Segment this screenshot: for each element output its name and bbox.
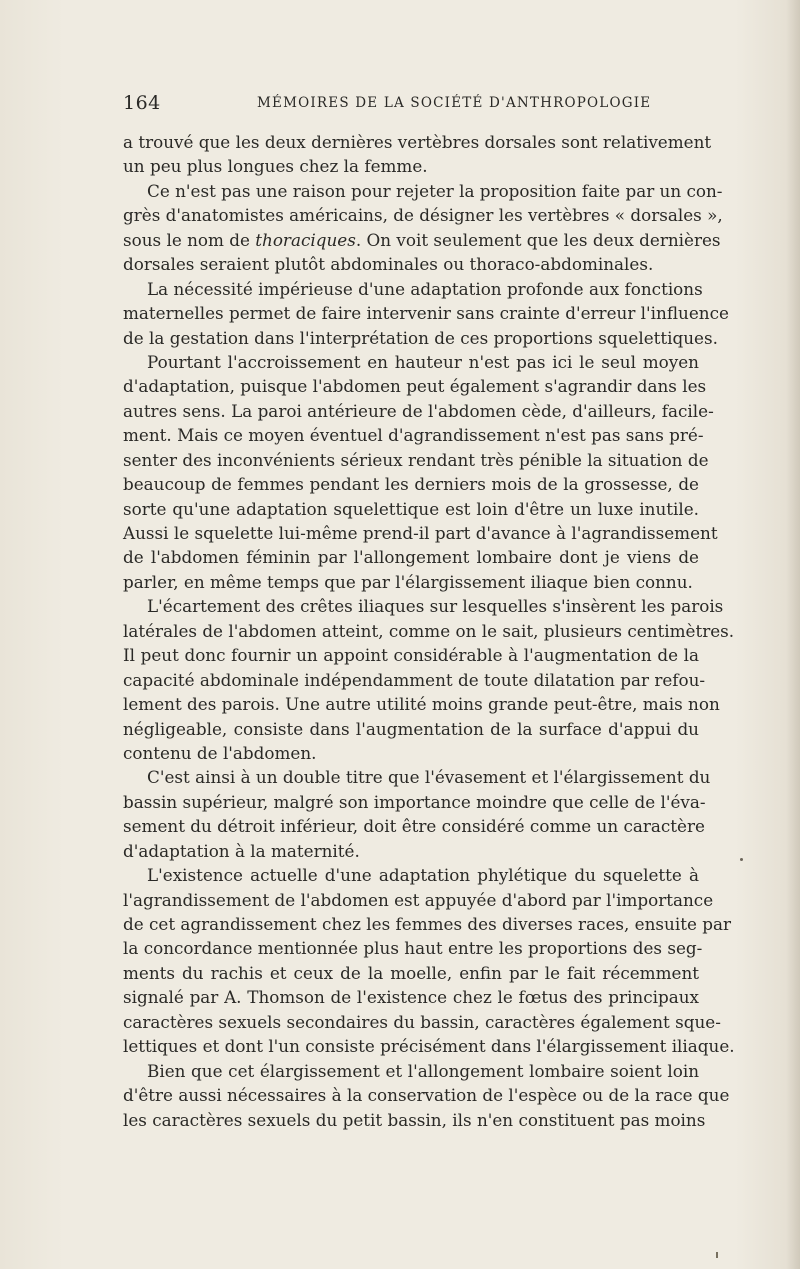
text-line: ments du rachis et ceux de la moelle, enfin par le fait récemment — [123, 962, 699, 983]
page-edge-shadow — [786, 0, 800, 1269]
text-line: d'adaptation à la maternité. — [123, 840, 360, 861]
text-line: lettiques et dont l'un consiste précisément dans l'élargissement iliaque. — [123, 1036, 735, 1057]
text-line: Bien que cet élargissement et l'allongement lombaire soient loin — [147, 1060, 699, 1081]
text-line: lement des parois. Une autre utilité moins grande peut-être, mais non — [123, 694, 720, 715]
text-line: capacité abdominale indépendamment de toute dilatation par refou- — [123, 669, 706, 690]
text-line: maternelles permet de faire intervenir sans crainte d'erreur l'influence — [123, 303, 729, 324]
text-line: grès d'anatomistes américains, de désigner les vertèbres « dorsales », — [123, 205, 723, 226]
text-line: de cet agrandissement chez les femmes des diverses races, ensuite par — [123, 914, 731, 934]
page-number: 164 — [123, 92, 161, 114]
text-line: sorte qu'une adaptation squelettique est loin d'être un luxe inutile. — [123, 498, 699, 519]
text-line: sement du détroit inférieur, doit être considéré comme un caractère — [123, 816, 705, 837]
ink-speck — [740, 858, 743, 861]
text-line: a trouvé que les deux dernières vertèbres dorsales sont relativement — [123, 132, 712, 152]
text-line: parler, en même temps que par l'élargissement iliaque bien connu. — [123, 571, 693, 592]
text-line: d'être aussi nécessaires à la conservation de l'espèce ou de la race que — [123, 1085, 730, 1106]
text-line: de l'abdomen féminin par l'allongement lombaire dont je viens de — [123, 547, 699, 568]
text-line: signalé par A. Thomson de l'existence chez le fœtus des principaux — [123, 987, 699, 1008]
text-line: latérales de l'abdomen atteint, comme on le sait, plusieurs centimètres. — [123, 620, 735, 641]
text-line: dorsales seraient plutôt abdominales ou thoraco-abdominales. — [123, 254, 654, 275]
text-line: Ce n'est pas une raison pour rejeter la proposition faite par un con- — [147, 180, 723, 201]
ink-mark — [716, 1252, 718, 1258]
running-title: MÉMOIRES DE LA SOCIÉTÉ D'ANTHROPOLOGIE — [257, 95, 652, 111]
text-line: beaucoup de femmes pendant les derniers mois de la grossesse, de — [123, 474, 699, 495]
text-line: La nécessité impérieuse d'une adaptation profonde aux fonctions — [147, 278, 703, 299]
text-line: ment. Mais ce moyen éventuel d'agrandissement n'est pas sans pré- — [123, 425, 704, 446]
text-line: l'agrandissement de l'abdomen est appuyée d'abord par l'importance — [123, 889, 714, 910]
text-line: de la gestation dans l'interprétation de ces proportions squelettiques. — [123, 327, 718, 348]
text-line: bassin supérieur, malgré son importance moindre que celle de l'éva- — [123, 791, 706, 812]
text-line: L'écartement des crêtes iliaques sur lesquelles s'insèrent les parois — [147, 596, 724, 617]
body-text — [123, 130, 735, 1132]
text-line: senter des inconvénients sérieux rendant très pénible la situation de — [123, 449, 709, 470]
text-line: L'existence actuelle d'une adaptation phylétique du squelette à — [147, 865, 699, 886]
text-line: les caractères sexuels du petit bassin, ils n'en constituent pas moins — [123, 1109, 706, 1130]
text-line: Aussi le squelette lui-même prend-il part d'avance à l'agrandissement — [123, 523, 718, 543]
text-line: autres sens. La paroi antérieure de l'abdomen cède, d'ailleurs, facile- — [123, 400, 714, 421]
text-line: la concordance mentionnée plus haut entre les proportions des seg- — [123, 938, 703, 959]
text-line: sous le nom de thoraciques. On voit seulement que les deux dernières — [123, 229, 721, 250]
text-line: d'adaptation, puisque l'abdomen peut également s'agrandir dans les — [123, 376, 707, 397]
text-line: Pourtant l'accroissement en hauteur n'est pas ici le seul moyen — [147, 351, 699, 372]
text-line: caractères sexuels secondaires du bassin, caractères également sque- — [123, 1011, 721, 1032]
text-line: un peu plus longues chez la femme. — [123, 156, 428, 177]
text-line: contenu de l'abdomen. — [123, 742, 317, 763]
text-line: négligeable, consiste dans l'augmentation de la surface d'appui du — [123, 718, 699, 739]
page-header — [123, 92, 699, 118]
text-line: C'est ainsi à un double titre que l'évasement et l'élargissement du — [147, 767, 711, 788]
text-line: Il peut donc fournir un appoint considérable à l'augmentation de la — [123, 645, 699, 666]
